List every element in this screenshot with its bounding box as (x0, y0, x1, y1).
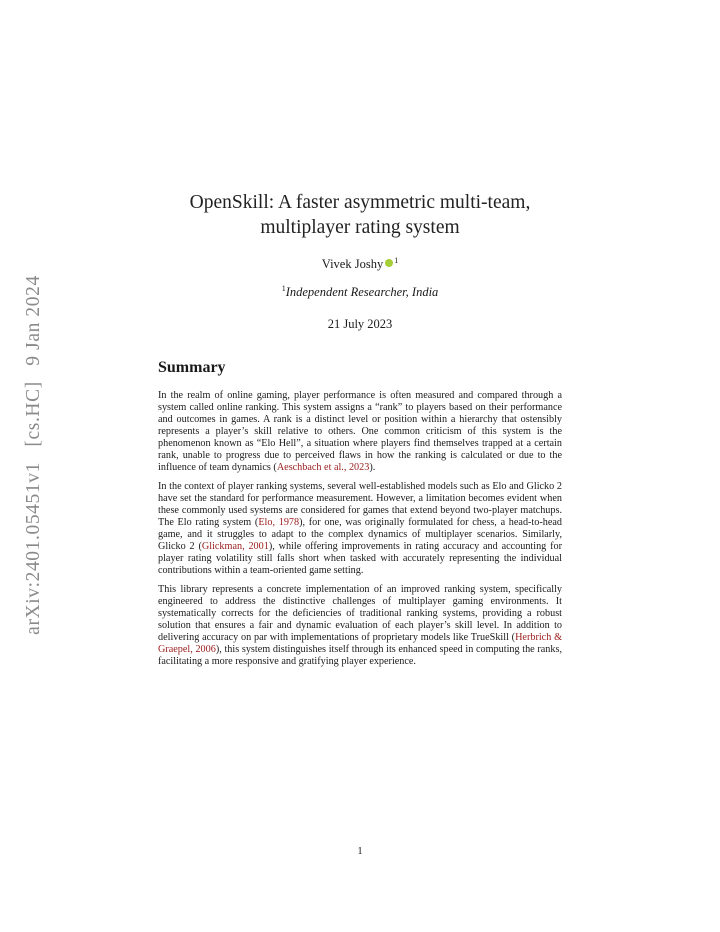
paragraph-3-text-a: This library represents a concrete implementation of an improved ranking system, specifically engineered to address the distinctive challenges of multiplayer gaming environments. It systematically corrects for the deficiencies of traditional ranking systems, providing a robust solution that ensures a fair and dynamic evaluation of each player’s skill level. In addition to delivering accuracy on par with implementations of proprietary models like TrueSkill ( (158, 583, 562, 643)
paragraph-1-text: In the realm of online gaming, player performance is often measured and compared through a system called online ranking. This system assigns a “rank” to players based on their performance and outcomes in games. A rank is a distinct level or position within a hierarchy that ostensibly represents a player’s skill relative to others. One common criticism of this system is the phenomenon known as “Elo Hell”, a situation where players find themselves trapped at a certain rank, unable to progress due to perceived flaws in how the ranking is calculated or due to the influence of team dynamics ( (158, 390, 562, 474)
affiliation (0, 284, 720, 300)
paper-title-line-1: OpenSkill: A faster asymmetric multi-team, (189, 192, 531, 213)
paper-title (0, 190, 720, 240)
orcid-icon[interactable] (385, 259, 393, 267)
citation-link[interactable]: Elo, 1978 (258, 516, 300, 528)
author-line (0, 256, 720, 272)
paragraph-1 (158, 390, 562, 474)
paragraph-2-text-a: In the context of player ranking systems, several well-established models such as Elo and Glicko 2 have set the standard for performance measurement. However, a limitation becomes evident when these commonly used systems are considered for games that extend beyond two-player matchups. The Elo rating system ( (158, 480, 562, 528)
summary-body (158, 390, 562, 675)
author-affiliation-marker: 1 (394, 256, 399, 265)
paragraph-2-text-c: ), while offering improvements in rating accuracy and accounting for player rating volatility still falls short when tasked with accurately representing the individual contributions within a team-oriented game setting. (158, 541, 562, 577)
paragraph-2-text-b: ), for one, was originally formulated for chess, a head-to-head game, and it struggles to adapt to the complex dynamics of multiplayer scenarios. Similarly, Glicko 2 ( (158, 516, 562, 553)
citation-link[interactable]: Aeschbach et al., 2023 (276, 462, 370, 474)
publication-date: 21 July 2023 (327, 317, 393, 331)
affiliation-marker: 1 (281, 284, 286, 293)
paragraph-3 (158, 584, 562, 668)
page-number: 1 (357, 846, 363, 857)
paper-title-line-2: multiplayer rating system (260, 217, 460, 238)
citation-link[interactable]: Herbrich & Graepel, 2006 (158, 631, 562, 655)
author-name: Vivek Joshy (321, 257, 384, 271)
arxiv-id: arXiv:2401.05451v1 (23, 462, 44, 635)
paragraph-1-end: ). (369, 462, 376, 474)
citation-link[interactable]: Glickman, 2001 (201, 541, 269, 553)
arxiv-category: [cs.HC] (23, 381, 44, 447)
affiliation-text: Independent Researcher, India (285, 285, 439, 299)
arxiv-date: 9 Jan 2024 (23, 275, 44, 366)
paragraph-2 (158, 481, 562, 577)
section-title: Summary (158, 359, 226, 376)
paragraph-3-text-b: ), this system distinguishes itself through its enhanced speed in computing the ranks, facilitating a more responsive and gratifying player experience. (158, 643, 562, 667)
